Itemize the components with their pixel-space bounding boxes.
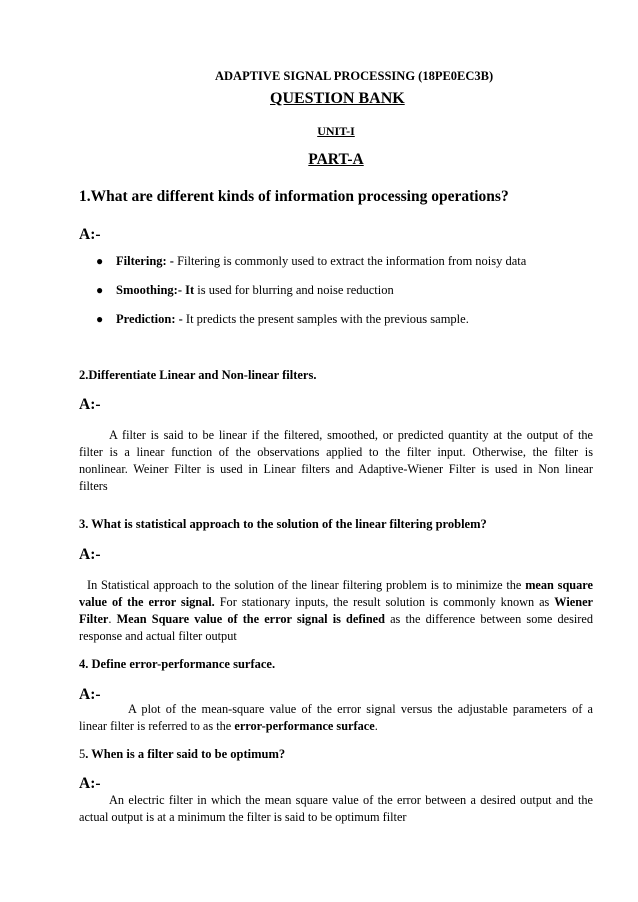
unit-title: UNIT-I — [317, 124, 355, 138]
part-title: PART-A — [308, 151, 364, 168]
answer-label-1: A:- — [79, 226, 101, 243]
q3-bold-text: Filter — [79, 612, 109, 626]
q3-text: as the difference between some desired — [384, 612, 593, 626]
bullet-term: Smoothing:- It — [116, 283, 195, 297]
q4-text: linear filter is referred to as the — [79, 719, 235, 733]
question-2: 2.Differentiate Linear and Non-linear filters. — [79, 368, 317, 382]
q3-text: For stationary inputs, the result solution is commonly known as — [214, 595, 555, 609]
q1-bullet-list — [96, 254, 526, 341]
question-5-text: . When is a filter said to be optimum? — [85, 747, 286, 761]
bullet-icon: ● — [96, 254, 104, 268]
course-title: ADAPTIVE SIGNAL PROCESSING (18PE0EC3B) — [215, 69, 494, 83]
bullet-text: Filtering is commonly used to extract the information from noisy data — [173, 254, 527, 268]
list-item — [96, 312, 526, 341]
question-1: 1.What are different kinds of information processing operations? — [79, 188, 509, 205]
question-4: 4. Define error-performance surface. — [79, 657, 276, 671]
q4-bold-text: error-performance surface — [234, 719, 375, 733]
answer-label-3: A:- — [79, 546, 101, 563]
q4-answer-line: A plot of the mean-square value of the error signal versus the adjustable parameters of a — [128, 702, 593, 716]
question-bank-title: QUESTION BANK — [270, 90, 405, 107]
q2-answer-line: nonlinear. Weiner Filter is used in Linear filters and Adaptive-Wiener Filter is used in Non linear — [79, 462, 593, 476]
bullet-text: It predicts the present samples with the previous sample. — [182, 312, 469, 326]
q3-text: In Statistical approach to the solution of the linear filtering problem is to minimize the — [87, 578, 526, 592]
question-5-number: 5 — [79, 747, 86, 761]
bullet-icon: ● — [96, 312, 104, 326]
q3-bold-text: Wiener — [554, 595, 593, 609]
q3-answer-line: response and actual filter output — [79, 629, 237, 643]
bullet-term: Prediction: - — [116, 312, 183, 326]
answer-label-5: A:- — [79, 775, 101, 792]
bullet-icon: ● — [96, 283, 104, 297]
list-item — [96, 254, 526, 283]
q3-bold-text: Mean Square value of the error signal is defined — [116, 612, 385, 626]
question-3: 3. What is statistical approach to the solution of the linear filtering problem? — [79, 517, 487, 531]
q3-text: . — [108, 612, 117, 626]
q4-text: . — [374, 719, 378, 733]
q5-answer-line: An electric filter in which the mean square value of the error between a desired output and the — [109, 793, 593, 807]
bullet-text: is used for blurring and noise reduction — [194, 283, 394, 297]
q2-answer-line: A filter is said to be linear if the filtered, smoothed, or predicted quantity at the output of the — [109, 428, 593, 442]
answer-label-4: A:- — [79, 686, 101, 703]
q2-answer-line: filter is a linear function of the observations applied to the filter input. Otherwise, the filter is — [79, 445, 593, 459]
q4-answer-line — [79, 719, 593, 734]
q3-bold-text: value of the error signal. — [79, 595, 215, 609]
question-5 — [79, 747, 285, 762]
q3-bold-text: mean square — [525, 578, 593, 592]
q3-answer-line — [79, 612, 593, 627]
bullet-term: Filtering: - — [116, 254, 174, 268]
q2-answer-line: filters — [79, 479, 108, 493]
q3-answer-line — [87, 578, 593, 593]
list-item — [96, 283, 526, 312]
answer-label-2: A:- — [79, 396, 101, 413]
q5-answer-line: actual output is at a minimum the filter is said to be optimum filter — [79, 810, 407, 824]
q3-answer-line — [79, 595, 593, 610]
